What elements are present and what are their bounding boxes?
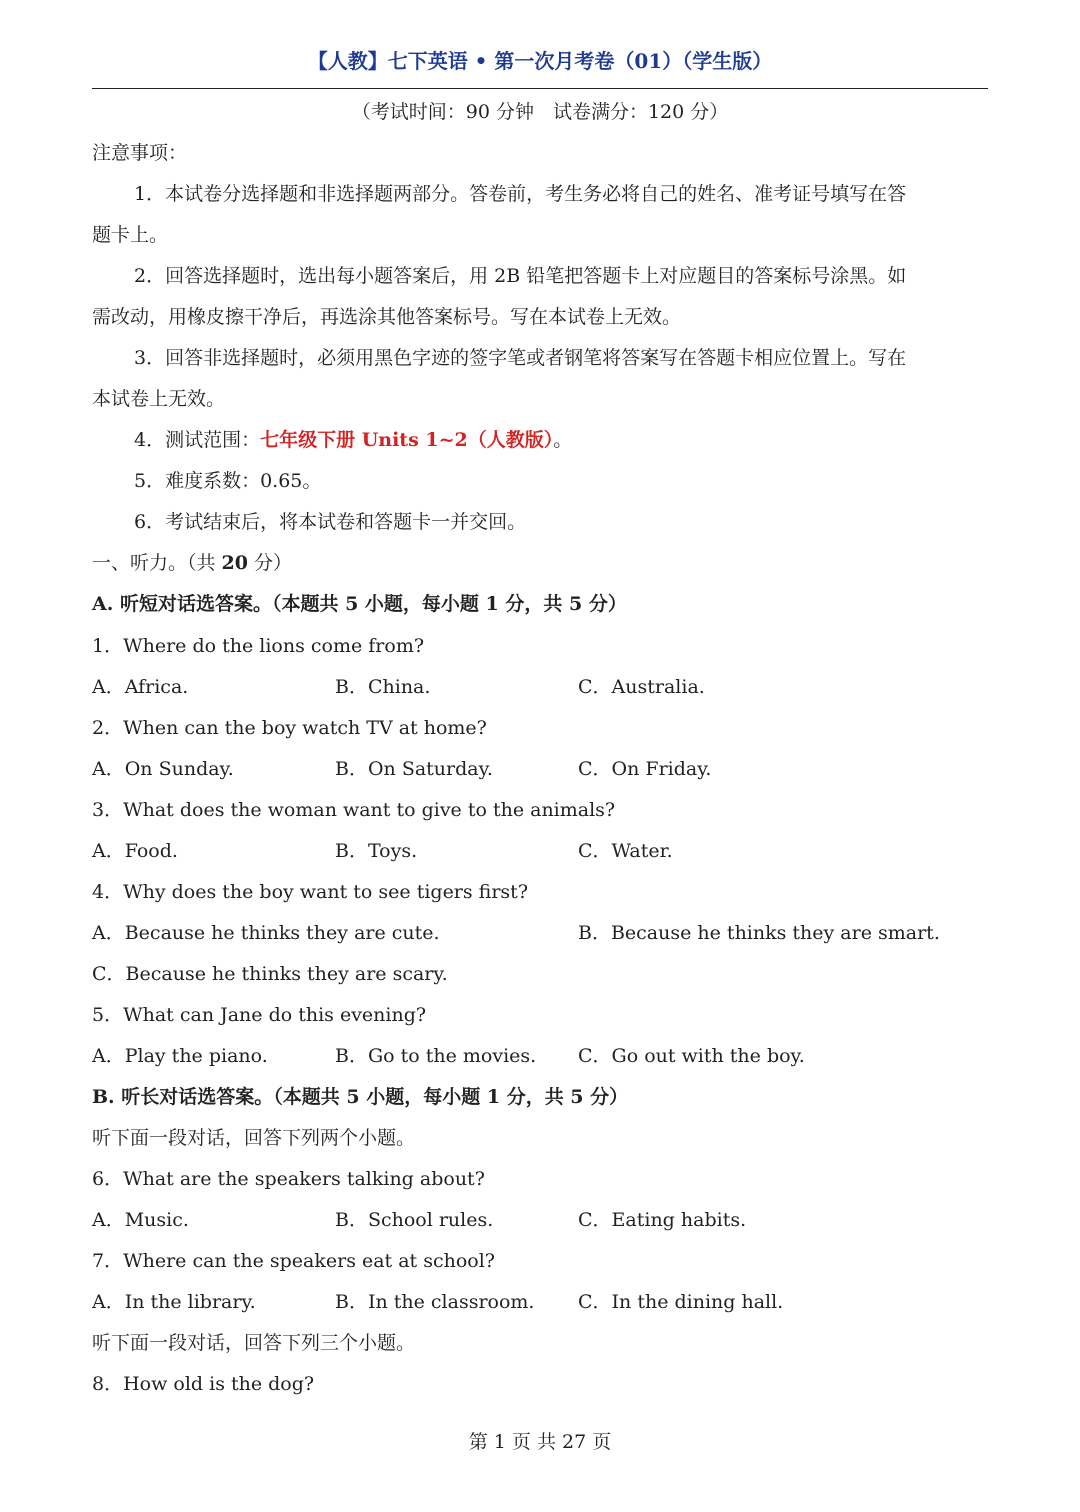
question-3-option-b: B．Toys. bbox=[335, 840, 418, 862]
page-header-title: 【人教】七下英语 • 第一次月考卷（01）（学生版） bbox=[307, 49, 773, 73]
question-2-option-c: C．On Friday. bbox=[578, 758, 712, 780]
question-7-option-c: C．In the dining hall. bbox=[578, 1291, 784, 1313]
notice-item-3: 3．回答非选择题时，必须用黑色字迹的签字笔或者钢笔将答案写在答题卡相应位置上。写在 bbox=[134, 347, 907, 369]
header-divider bbox=[92, 88, 988, 89]
question-4-option-c: C．Because he thinks they are scary. bbox=[92, 963, 448, 985]
notice-item-3-cont: 本试卷上无效。 bbox=[92, 388, 226, 410]
question-3-option-a: A．Food. bbox=[92, 840, 178, 862]
question-7: 7．Where can the speakers eat at school? bbox=[92, 1250, 495, 1272]
dialogue-intro-three: 听下面一段对话，回答下列三个小题。 bbox=[92, 1332, 416, 1354]
question-6-option-a: A．Music. bbox=[92, 1209, 189, 1231]
question-6: 6．What are the speakers talking about? bbox=[92, 1168, 485, 1190]
question-7-option-a: A．In the library. bbox=[92, 1291, 256, 1313]
notice-item-4-suffix: 。 bbox=[553, 429, 573, 451]
page-number-footer: 第 1 页 共 27 页 bbox=[468, 1431, 612, 1453]
notice-item-2: 2．回答选择题时，选出每小题答案后，用 2B 铅笔把答题卡上对应题目的答案标号涂黑。如 bbox=[134, 265, 907, 287]
question-5-option-a: A．Play the piano. bbox=[92, 1045, 268, 1067]
question-1: 1．Where do the lions come from? bbox=[92, 635, 425, 657]
question-5-option-c: C．Go out with the boy. bbox=[578, 1045, 805, 1067]
question-6-option-b: B．School rules. bbox=[335, 1209, 494, 1231]
section-1-heading-suffix: 分） bbox=[248, 552, 293, 574]
section-1-points: 20 bbox=[221, 552, 248, 574]
notice-heading: 注意事项： bbox=[92, 142, 188, 164]
question-4: 4．Why does the boy want to see tigers first? bbox=[92, 881, 529, 903]
notice-item-1-cont: 题卡上。 bbox=[92, 224, 169, 246]
test-scope: 七年级下册 Units 1~2（人教版） bbox=[260, 429, 554, 451]
question-3-option-c: C．Water. bbox=[578, 840, 673, 862]
question-4-option-a: A．Because he thinks they are cute. bbox=[92, 922, 440, 944]
question-5: 5．What can Jane do this evening? bbox=[92, 1004, 427, 1026]
notice-item-2-cont: 需改动，用橡皮擦干净后，再选涂其他答案标号。写在本试卷上无效。 bbox=[92, 306, 682, 328]
section-1-heading-prefix: 一、听力。（共 bbox=[92, 552, 222, 574]
question-6-option-c: C．Eating habits. bbox=[578, 1209, 747, 1231]
question-2: 2．When can the boy watch TV at home? bbox=[92, 717, 487, 739]
question-1-option-c: C．Australia. bbox=[578, 676, 705, 698]
part-b-heading: B. 听长对话选答案。（本题共 5 小题，每小题 1 分，共 5 分） bbox=[92, 1086, 629, 1108]
question-1-option-b: B．China. bbox=[335, 676, 431, 698]
notice-item-6: 6．考试结束后，将本试卷和答题卡一并交回。 bbox=[134, 511, 527, 533]
question-1-option-a: A．Africa. bbox=[92, 676, 189, 698]
section-1-heading bbox=[92, 549, 292, 577]
question-5-option-b: B．Go to the movies. bbox=[335, 1045, 537, 1067]
notice-item-5: 5．难度系数：0.65。 bbox=[134, 470, 322, 492]
notice-item-4-prefix: 4．测试范围： bbox=[134, 429, 261, 451]
notice-item-1: 1．本试卷分选择题和非选择题两部分。答卷前，考生务必将自己的姓名、准考证号填写在答 bbox=[134, 183, 907, 205]
dialogue-intro-two: 听下面一段对话，回答下列两个小题。 bbox=[92, 1127, 416, 1149]
question-3: 3．What does the woman want to give to the animals? bbox=[92, 799, 616, 821]
part-a-heading: A. 听短对话选答案。（本题共 5 小题，每小题 1 分，共 5 分） bbox=[92, 593, 627, 615]
question-2-option-b: B．On Saturday. bbox=[335, 758, 493, 780]
notice-item-4 bbox=[134, 426, 572, 454]
question-2-option-a: A．On Sunday. bbox=[92, 758, 234, 780]
question-8: 8．How old is the dog? bbox=[92, 1373, 315, 1395]
question-4-option-b: B．Because he thinks they are smart. bbox=[578, 922, 940, 944]
exam-info: （考试时间：90 分钟 试卷满分：120 分） bbox=[351, 101, 729, 123]
question-7-option-b: B．In the classroom. bbox=[335, 1291, 535, 1313]
